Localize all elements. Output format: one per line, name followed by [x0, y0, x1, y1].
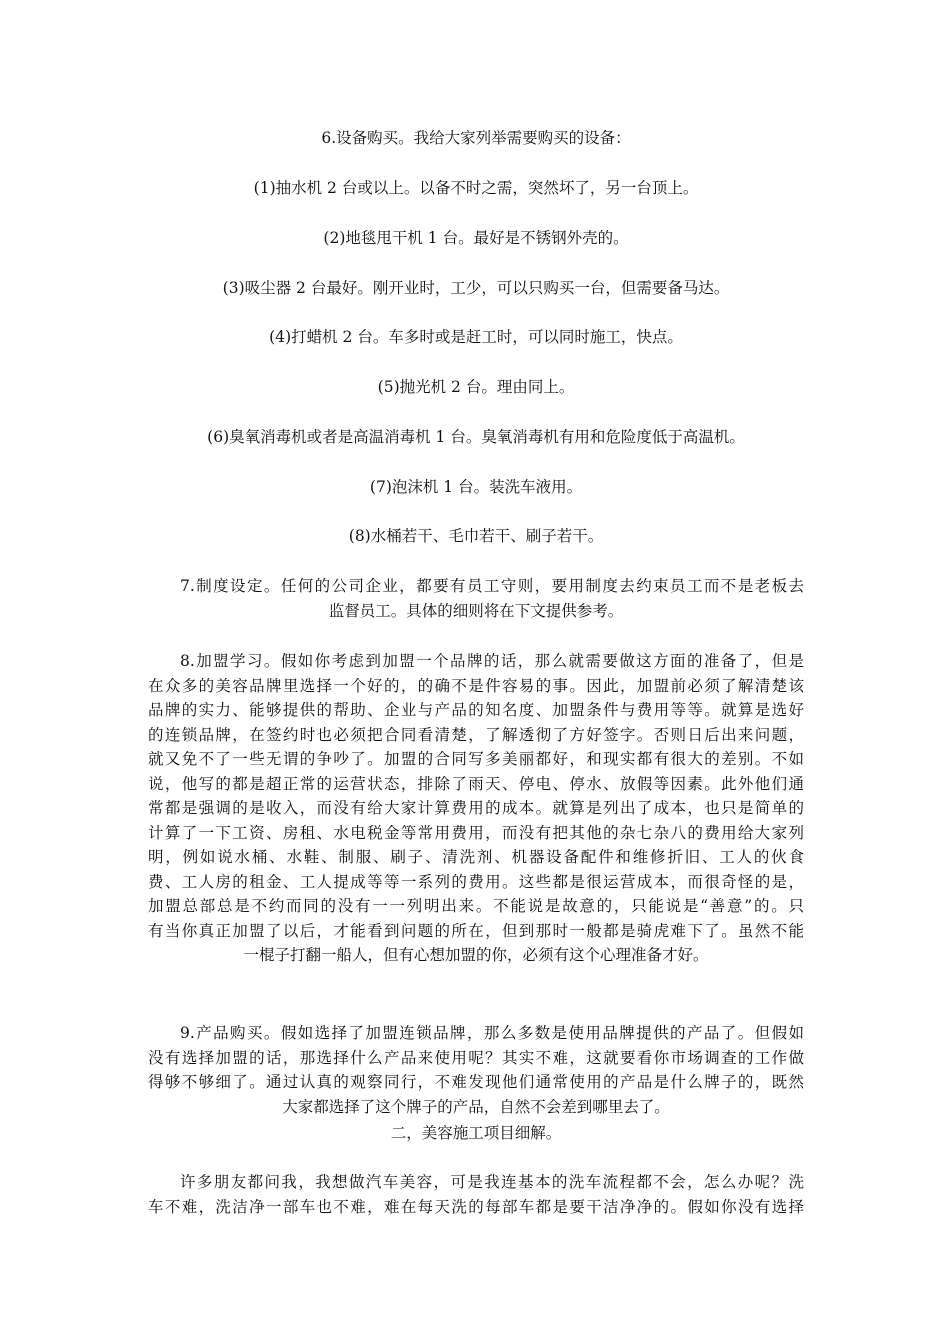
- item7-paragraph: [148, 574, 804, 623]
- equipment-item-2: (2)地毯甩干机 1 台。最好是不锈钢外壳的。: [323, 229, 629, 247]
- paragraph-line: 得够不够细了。通过认真的观察同行，不难发现他们通常使用的产品是什么牌子的，既然: [148, 1073, 804, 1091]
- paragraph-line: 就又免不了一些无谓的争吵了。加盟的合同写多美丽都好，和现实都有很大的差别。不如: [148, 750, 804, 768]
- paragraph-line: 说，他写的都是超正常的运营状态，排除了雨天、停电、停水、放假等因素。此外他们通: [148, 774, 804, 793]
- paragraph-line: 在众多的美容品牌里选择一个好的，的确不是件容易的事。因此，加盟前必须了解清楚该: [148, 676, 804, 695]
- paragraph-line: 计算了一下工资、房租、水电税金等常用费用，而没有把其他的杂七杂八的费用给大家列: [148, 823, 804, 842]
- paragraph-line: 7.制度设定。任何的公司企业，都要有员工守则，要用制度去约束员工而不是老板去: [180, 577, 804, 595]
- item8-paragraph: [148, 649, 804, 968]
- equipment-item-3: (3)吸尘器 2 台最好。刚开业时，工少，可以只购买一台，但需要备马达。: [222, 279, 730, 297]
- intro-paragraph: [148, 1170, 804, 1219]
- paragraph-line: 许多朋友都问我，我想做汽车美容，可是我连基本的洗车流程都不会，怎么办呢？洗: [180, 1173, 804, 1191]
- paragraph-line: 一棍子打翻一船人，但有心想加盟的你，必须有这个心理准备才好。: [243, 946, 709, 964]
- paragraph-line: 明，例如说水桶、水鞋、制服、刷子、清洗剂、机器设备配件和维修折旧、工人的伙食: [148, 848, 804, 866]
- paragraph-line: 9.产品购买。假如选择了加盟连锁品牌，那么多数是使用品牌提供的产品了。但假如: [180, 1024, 804, 1042]
- paragraph-line: 常都是强调的是收入，而没有给大家计算费用的成本。就算是列出了成本，也只是简单的: [148, 799, 804, 817]
- paragraph-line: 车不难，洗洁净一部车也不难，难在每天洗的每部车都是要干洁净净的。假如你没有选择: [148, 1197, 804, 1216]
- equipment-item-4: (4)打蜡机 2 台。车多时或是赶工时，可以同时施工，快点。: [269, 328, 683, 346]
- equipment-item-7: (7)泡沫机 1 台。装洗车液用。: [369, 478, 583, 496]
- item6-heading: 6.设备购买。我给大家列举需要购买的设备：: [321, 129, 631, 147]
- paragraph-line: 8.加盟学习。假如你考虑到加盟一个品牌的话，那么就需要做这方面的准备了，但是: [180, 652, 804, 670]
- equipment-item-1: (1)抽水机 2 台或以上。以备不时之需，突然坏了，另一台顶上。: [253, 179, 699, 197]
- paragraph-line: 没有选择加盟的话，那选择什么产品来使用呢？其实不难，这就要看你市场调查的工作做: [148, 1048, 804, 1067]
- paragraph-line: 费、工人房的租金、工人提成等等一系列的费用。这些都是很运营成本，而很奇怪的是，: [148, 872, 804, 891]
- paragraph-line: 的连锁品牌，在签约时也必须把合同看清楚，了解透彻了方好签字。否则日后出来问题，: [148, 725, 804, 744]
- paragraph-line: 品牌的实力、能够提供的帮助、企业与产品的知名度、加盟条件与费用等等。就算是选好: [148, 701, 804, 719]
- paragraph-line: 监督员工。具体的细则将在下文提供参考。: [328, 601, 624, 620]
- paragraph-line: 有当你真正加盟了以后，才能看到问题的所在，但到那时一般都是骑虎难下了。虽然不能: [148, 921, 804, 940]
- paragraph-line: 加盟总部总是不约而同的没有一一列明出来。不能说是故意的，只能说是“善意”的。只: [148, 897, 804, 915]
- section-heading: 二，美容施工项目细解。: [390, 1124, 562, 1142]
- paragraph-line: 大家都选择了这个牌子的产品，自然不会差到哪里去了。: [282, 1097, 670, 1116]
- equipment-item-8: (8)水桶若干、毛巾若干、刷子若干。: [348, 527, 604, 545]
- equipment-item-5: (5)抛光机 2 台。理由同上。: [377, 378, 575, 396]
- item9-paragraph: [148, 1021, 804, 1119]
- equipment-item-6: (6)臭氧消毒机或者是高温消毒机 1 台。臭氧消毒机有用和危险度低于高温机。: [207, 428, 745, 446]
